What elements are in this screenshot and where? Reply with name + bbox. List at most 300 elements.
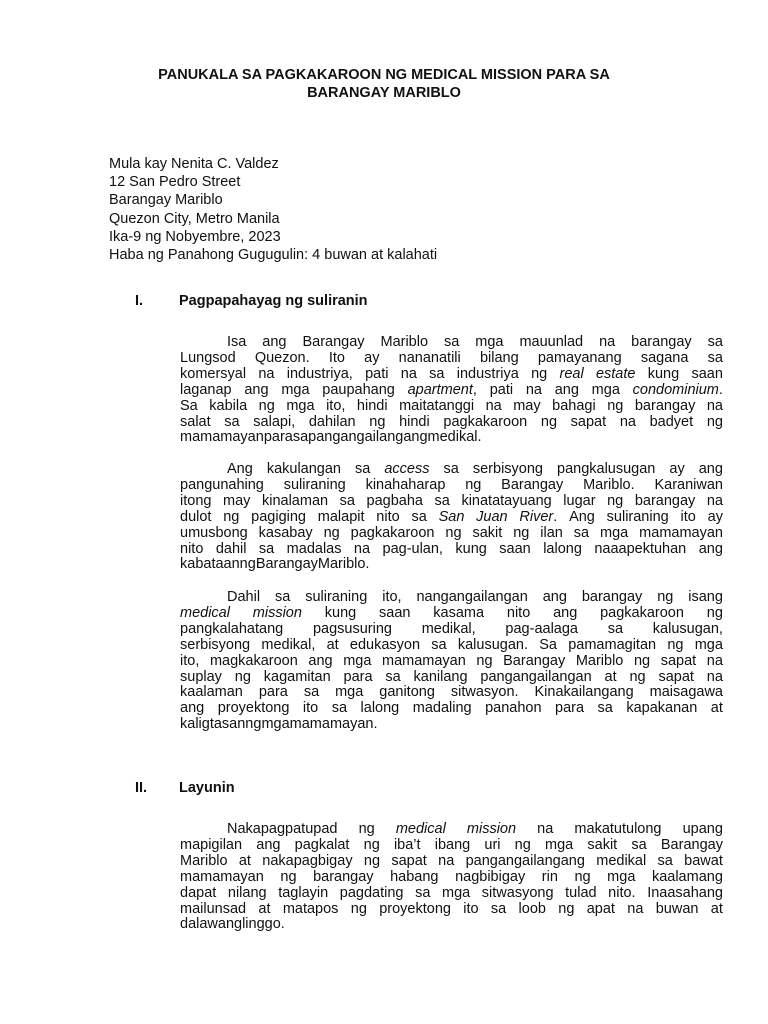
word: nangangailangan [416,589,528,605]
word: kabila [209,397,248,414]
paragraph-line [180,854,723,870]
word: ang [553,604,578,621]
word: barangay [634,397,696,414]
word: makatutulong [574,821,662,837]
word: Dahil [227,589,261,605]
word: ay [364,349,380,366]
word: serbisyong [180,636,251,653]
word: Karaniwan [654,476,723,493]
word: dulot [180,508,212,525]
paragraph-line [180,822,723,838]
word: komersyal [180,365,247,382]
word: kasama [433,604,485,621]
word: ng [363,836,380,853]
word: pag-aalaga [505,620,578,637]
word: pati [489,381,514,398]
paragraph-line [180,415,723,431]
word: sa [258,540,275,557]
word: uri [484,836,501,853]
word: ang [256,836,281,853]
word: at [710,700,723,717]
word: sa [631,836,647,853]
word: upang [682,821,723,837]
word: dapat [180,884,217,901]
word: condominium. [632,381,723,398]
word: sapat [570,413,607,430]
word: pangkalusugan [557,461,656,477]
word: sa [292,429,309,446]
paragraph-line [180,478,723,494]
word: ng [363,852,381,869]
word: isang [688,589,723,605]
word: sa [443,334,460,350]
word: Barangay [660,836,723,853]
word: kinahaharap [365,476,446,493]
word: na [537,821,554,837]
word: pati [365,365,389,382]
word: sa [607,620,624,637]
word: paupahang [322,381,395,398]
word: kalusugan, [652,620,723,637]
word: nito [376,508,400,525]
word: saan [691,365,723,382]
word: pamayanang [537,349,622,366]
word: ng [476,652,493,669]
word: bawat [684,852,723,869]
word: para [263,429,293,446]
word: habang [390,868,439,885]
word: industriya, [286,365,353,382]
paragraph-line [180,902,723,918]
word: maisagawa [649,684,723,701]
word: pangangailangang [465,852,585,869]
paragraph-line [180,606,723,622]
paragraph [180,590,723,733]
word: na [706,492,723,509]
word: ng [513,524,530,541]
word: sa [431,636,447,653]
word: mission [252,604,302,621]
word: sa [429,365,445,382]
word: medikal, [261,636,316,653]
word: at [604,668,617,685]
word: San [438,508,465,525]
section-heading-2 [135,779,235,797]
word: linggo. [242,916,285,933]
word: medical [180,604,230,621]
sender-name: Mula kay Nenita C. Valdez [109,156,279,172]
word: hindi [356,397,388,414]
word: industriya [456,365,519,382]
word: nito [180,540,204,557]
word: Kinakailangang [534,684,634,701]
word: ng [706,604,723,621]
word: ng [445,524,462,541]
word: ang [180,700,205,717]
word: na [525,381,542,398]
word: ng [323,524,340,541]
word: sapat [391,852,427,869]
word: mga [694,636,723,653]
title-line-1: PANUKALA SA PAGKAKAROON NG MEDICAL MISSION PARA SA [158,67,610,83]
word: Mariblo. [583,476,635,493]
word: kapakanan [626,700,698,717]
word: sa [434,492,450,509]
word: kaalamang [651,868,723,885]
word: pagbaha [366,492,423,509]
word: para [555,700,585,717]
word: ng [657,589,674,605]
word: kakulangan [266,461,341,477]
paragraph-line [180,622,723,638]
word: ito [463,900,479,917]
word: ng [465,476,482,493]
word: serbisyong [472,461,543,477]
word: sa [224,413,240,430]
word: sa [303,684,320,701]
word: sa [657,852,673,869]
word: saan [499,540,531,557]
paragraph-line [180,685,723,701]
word: na [706,668,723,685]
word: ng [633,652,651,669]
word: sa [331,700,348,717]
word: matapos [282,900,339,917]
word: nagbibigay [455,868,526,885]
word: medikal. [427,429,482,446]
word: iba’t [393,836,421,853]
paragraph-line [180,399,723,415]
word: taglayin [278,884,329,901]
word: ng [514,836,531,853]
word: ang [698,461,723,477]
word: pagkalat [294,836,350,853]
word: at [258,900,271,917]
word: ng [280,868,297,885]
word: panahon [485,700,542,717]
word: mga [281,381,310,398]
word: ay [669,461,685,477]
word: para [343,668,373,685]
word: kaalaman [180,684,243,701]
word: salat [180,413,211,430]
section-heading-1 [135,292,368,310]
word: lalong [543,540,582,557]
word: mga [441,884,471,901]
word: nito [506,604,531,621]
word: ng [531,365,548,382]
paragraph-line [180,838,723,854]
paragraph-line [180,638,723,654]
word: ng [350,900,367,917]
word: mga [600,524,629,541]
word: suliraning [283,476,346,493]
word: sa [385,668,401,685]
word: lugar [563,492,596,509]
word: kinatatayuang [461,492,552,509]
word: na [485,397,502,414]
section-number-1: I. [135,293,144,309]
word: apartment, [407,381,477,398]
word: apat [586,900,615,917]
word: Ang [569,508,595,525]
word: salapi, [253,413,296,430]
word: may [513,397,541,414]
paragraph-line [180,701,723,717]
word: suliraning [305,589,368,605]
word: suplay [180,668,222,685]
word: Ang [227,461,253,477]
word: kasabay [258,524,313,541]
word: na [258,365,275,382]
paragraph-line [180,510,723,526]
word: dahilan [308,413,356,430]
word: magkakaroon [209,652,298,669]
word: at [238,852,251,869]
word: ang [308,652,333,669]
word: mamamayan. [289,716,378,733]
word: Barangay [302,334,365,350]
word: Nakapagpatupad [227,821,338,837]
word: ng [358,821,375,837]
word: barangay [631,334,692,350]
word: dalawang [180,916,243,933]
word: ilan [540,524,563,541]
word: kung [324,604,357,621]
section-title-2: Layunin [179,780,235,796]
word: sa [443,461,459,477]
word: mauunlad [519,334,584,350]
word: mamamayan [180,429,264,446]
word: badyet [649,413,694,430]
word: sa [415,884,431,901]
word: mga [544,836,574,853]
word: ito, [326,397,346,414]
paragraph-line [180,494,723,510]
word: sa [707,349,723,366]
word: ng [574,868,591,885]
word: maitatanggi [399,397,475,414]
word: kung [647,365,680,382]
word: bilang [479,349,519,366]
word: sa [573,524,590,541]
word: mamamayan [639,524,723,541]
word: pagkakaroon [350,524,435,541]
word: Ito [328,349,345,366]
word: rin [541,868,558,885]
word: nananatili [398,349,461,366]
word: kalusugan. [457,636,528,653]
word: Mariblo [380,334,429,350]
word: sa [355,461,371,477]
word: sakit [472,524,503,541]
word: na [438,852,455,869]
word: at [710,900,723,917]
word: kinalaman [261,492,329,509]
word: medikal, [421,620,476,637]
word: Mariblo. [317,556,370,573]
word: pangangailangang [308,429,428,446]
word: sakit [587,836,618,853]
word: sapat [660,652,697,669]
paragraph-line [180,367,723,383]
word: Mariblo [575,652,624,669]
word: ang [542,589,567,605]
word: Isa [227,334,247,350]
word: sapat [658,668,694,685]
title-line-2: BARANGAY MARIBLO [307,85,461,101]
word: madalas [286,540,342,557]
word: sa [597,700,613,717]
word: madaling [412,700,472,717]
word: Inaasahang [647,884,723,901]
word: ng [706,413,723,430]
word: sagana [640,349,689,366]
word: mamamayan [382,652,466,669]
word: edukasyon [349,636,421,653]
word: ng [558,900,575,917]
word: ng [223,508,240,525]
word: na [400,365,417,382]
paragraph-line [180,870,723,886]
word: ibang [434,836,471,853]
word: kaligtasan [180,716,246,733]
paragraph-line [180,917,723,933]
word: itong [180,492,212,509]
word: ito [680,508,696,525]
word: mga [475,334,504,350]
word: pagkakaroon [443,413,528,430]
word: estate [595,365,636,382]
word: ito [302,700,319,717]
word: dahil [215,540,247,557]
word: Quezon. [254,349,310,366]
word: laganap [180,381,232,398]
word: sa [490,900,507,917]
section-title-1: Pagpapahayag ng suliranin [179,293,368,309]
document-date: Ika-9 ng Nobyembre, 2023 [109,228,281,245]
word: na [706,397,723,414]
word: kung [455,540,487,557]
word: Sa [539,636,557,653]
paragraph-line [180,383,723,399]
paragraph-line [180,654,723,670]
word: ng [369,413,386,430]
word: mamamayan [180,868,264,885]
word: proyektong [217,700,290,717]
word: pagsusuring [312,620,392,637]
word: sa [339,492,355,509]
word: ng [540,413,558,430]
sender-city: Quezon City, Metro Manila [109,210,280,227]
project-duration: Haba ng Panahong Gugugulin: 4 buwan at kalahati [109,247,438,264]
word: mga [261,716,290,733]
word: na [619,413,636,430]
word: pagiging [251,508,306,525]
word: bahagi [552,397,596,414]
paragraph-line [180,335,723,351]
word: real [559,365,584,382]
word: may [223,492,251,509]
word: sitwasyong [481,884,554,901]
word: sa [274,589,291,605]
paragraph-line [180,590,723,606]
word: nito. [608,884,636,901]
word: Lungsod [180,349,236,366]
paragraph-line [180,886,723,902]
word: loob [518,900,546,917]
word: at [326,636,339,653]
word: mga [591,381,620,398]
word: access [384,461,430,477]
word: mga [343,652,372,669]
word: Juan [476,508,508,525]
paragraph-line [180,670,723,686]
word: ng [667,636,684,653]
word: mission [466,821,517,837]
word: kanilang [413,668,468,685]
word: ng [607,397,624,414]
paragraph [180,462,723,573]
word: nilang [227,884,267,901]
word: barangay [634,492,696,509]
word: ito, [382,589,402,605]
word: ito, [180,652,200,669]
word: Mariblo [180,852,228,869]
word: sa [411,508,427,525]
word: ng [258,397,275,414]
word: mailunsad [180,900,247,917]
word: na [627,900,644,917]
word: tulad [565,884,597,901]
word: ng [234,668,251,685]
section-number-2: II. [135,780,148,796]
word: pangunahing [180,476,264,493]
word: malapit [317,508,365,525]
word: ang [262,334,287,350]
word: pangangailangan [480,668,592,685]
paragraph-line [180,717,723,733]
word: mapigilan [180,836,243,853]
word: ng [629,668,646,685]
paragraph [180,822,723,933]
word: lalong [360,700,400,717]
word: umusbong [180,524,248,541]
word: Sa [180,397,198,414]
word: nakapagbigay [262,852,353,869]
word: medical [395,821,446,837]
word: ganitong [379,684,435,701]
word: pamamagitan [568,636,657,653]
paragraph-line [180,351,723,367]
word: barangay [581,589,643,605]
word: pangkalahatang [180,620,284,637]
document-title [100,66,668,102]
word: sa [707,334,723,350]
paragraph-line [180,430,723,446]
paragraph-line [180,557,723,573]
sender-barangay: Barangay Mariblo [109,192,223,209]
word: suliraning [606,508,669,525]
word: ang [698,540,723,557]
sender-street: 12 San Pedro Street [109,174,241,191]
word: medikal [596,852,647,869]
word: Barangay [255,556,318,573]
word: Barangay [501,476,564,493]
word: hindi [399,413,430,430]
word: River. [519,508,558,525]
word: kagamitan [263,668,331,685]
